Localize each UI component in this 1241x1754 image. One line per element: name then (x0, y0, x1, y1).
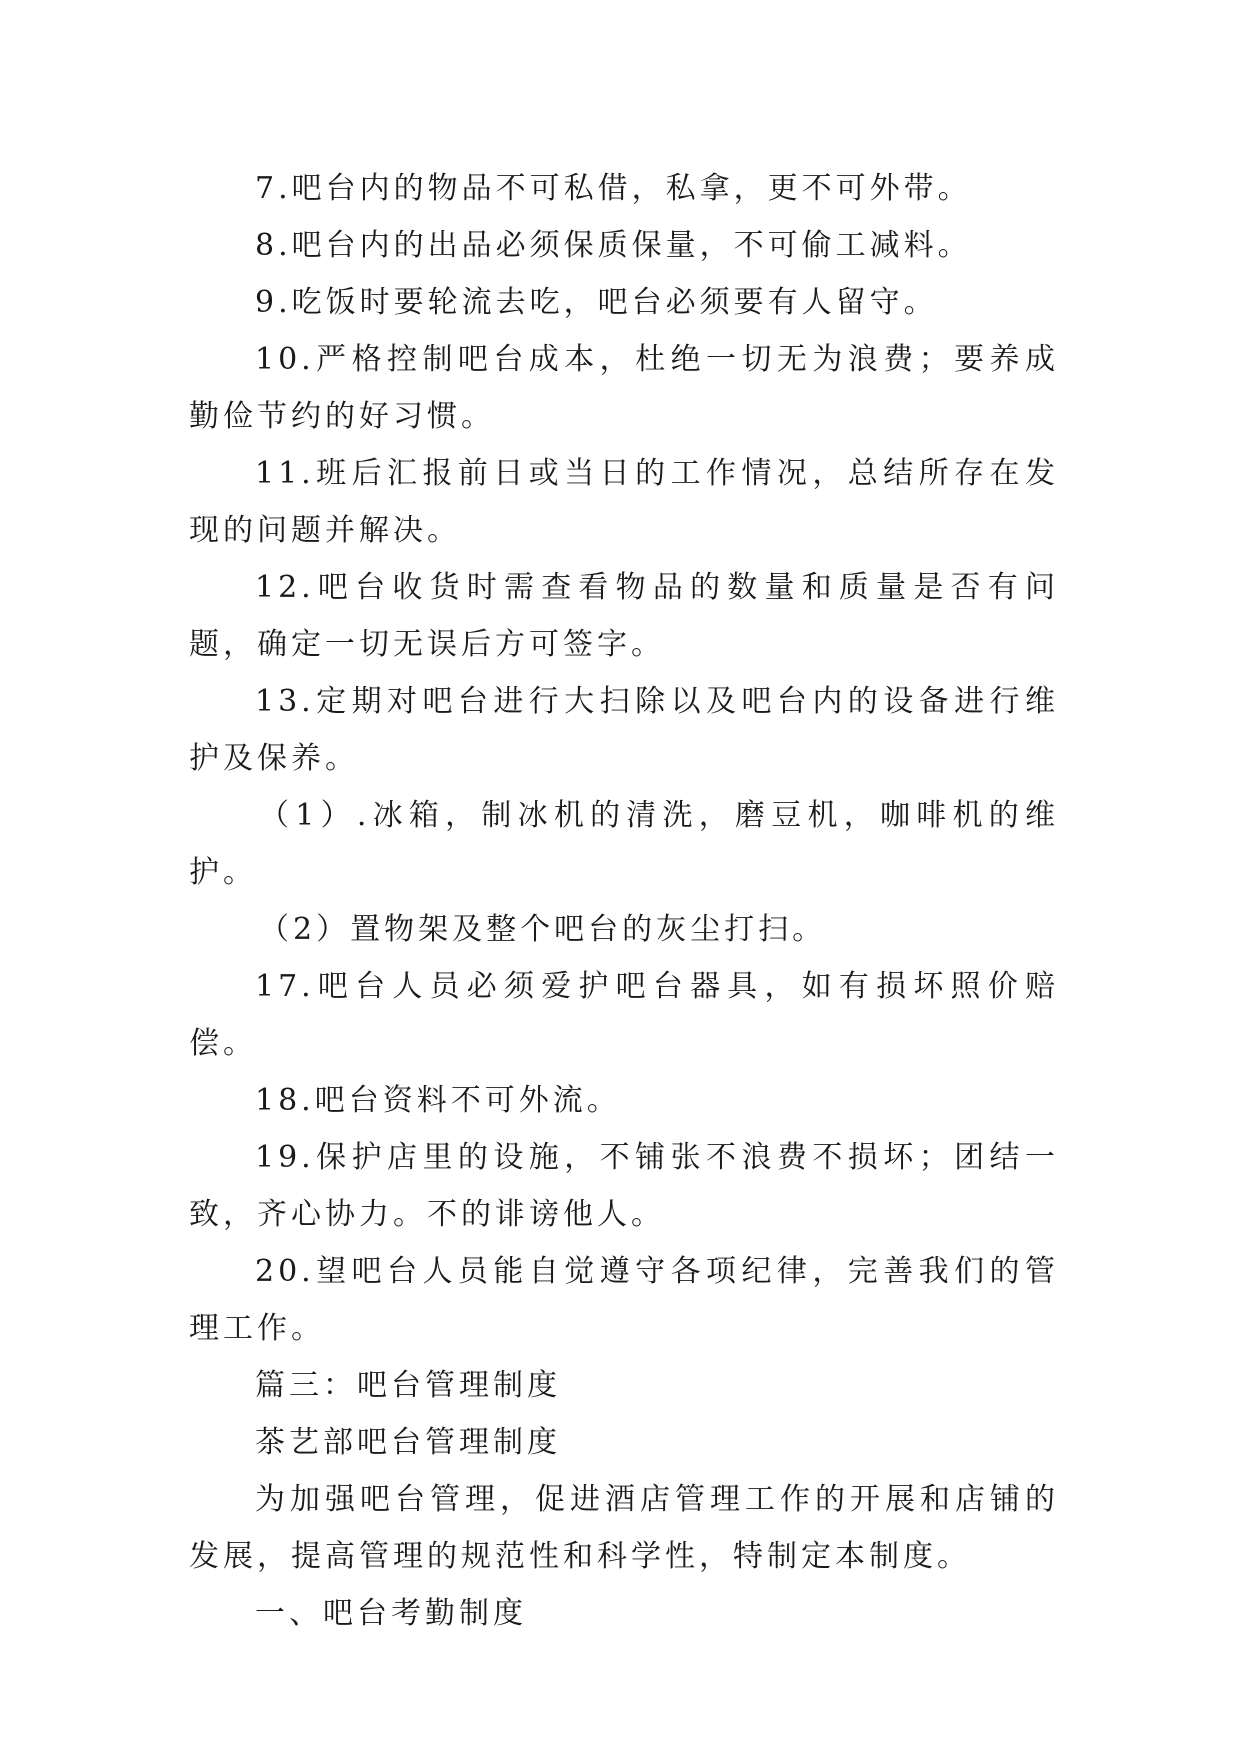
paragraph-item-9: 9.吃饭时要轮流去吃，吧台必须要有人留守。 (255, 285, 938, 320)
paragraph-item-10: 10.严格控制吧台成本，杜绝一切无为浪费；要养成勤俭节约的好习惯。 (189, 342, 1059, 434)
chapter-heading: 一、吧台考勤制度 (255, 1596, 527, 1631)
paragraph-item-11: 11.班后汇报前日或当日的工作情况，总结所存在发现的问题并解决。 (189, 456, 1059, 548)
section-heading: 篇三：吧台管理制度 (255, 1368, 561, 1403)
paragraph-item-20: 20.望吧台人员能自觉遵守各项纪律，完善我们的管理工作。 (189, 1254, 1059, 1346)
document-subtitle: 茶艺部吧台管理制度 (255, 1425, 561, 1460)
paragraph-subitem-2: （2）置物架及整个吧台的灰尘打扫。 (259, 912, 827, 947)
paragraph-item-12: 12.吧台收货时需查看物品的数量和质量是否有问题，确定一切无误后方可签字。 (189, 570, 1059, 662)
paragraph-item-7: 7.吧台内的物品不可私借，私拿，更不可外带。 (255, 171, 972, 206)
paragraph-item-18: 18.吧台资料不可外流。 (255, 1083, 621, 1118)
intro-paragraph: 为加强吧台管理，促进酒店管理工作的开展和店铺的发展，提高管理的规范性和科学性，特制定本制度。 (189, 1482, 1059, 1574)
paragraph-item-19: 19.保护店里的设施，不铺张不浪费不损坏；团结一致，齐心协力。不的诽谤他人。 (189, 1140, 1059, 1232)
document-body (189, 160, 1059, 1642)
paragraph-item-13: 13.定期对吧台进行大扫除以及吧台内的设备进行维护及保养。 (189, 684, 1059, 776)
paragraph-subitem-1: （1）.冰箱，制冰机的清洗，磨豆机，咖啡机的维护。 (189, 798, 1059, 890)
paragraph-item-17: 17.吧台人员必须爱护吧台器具，如有损坏照价赔偿。 (189, 969, 1059, 1061)
paragraph-item-8: 8.吧台内的出品必须保质保量，不可偷工减料。 (255, 228, 972, 263)
